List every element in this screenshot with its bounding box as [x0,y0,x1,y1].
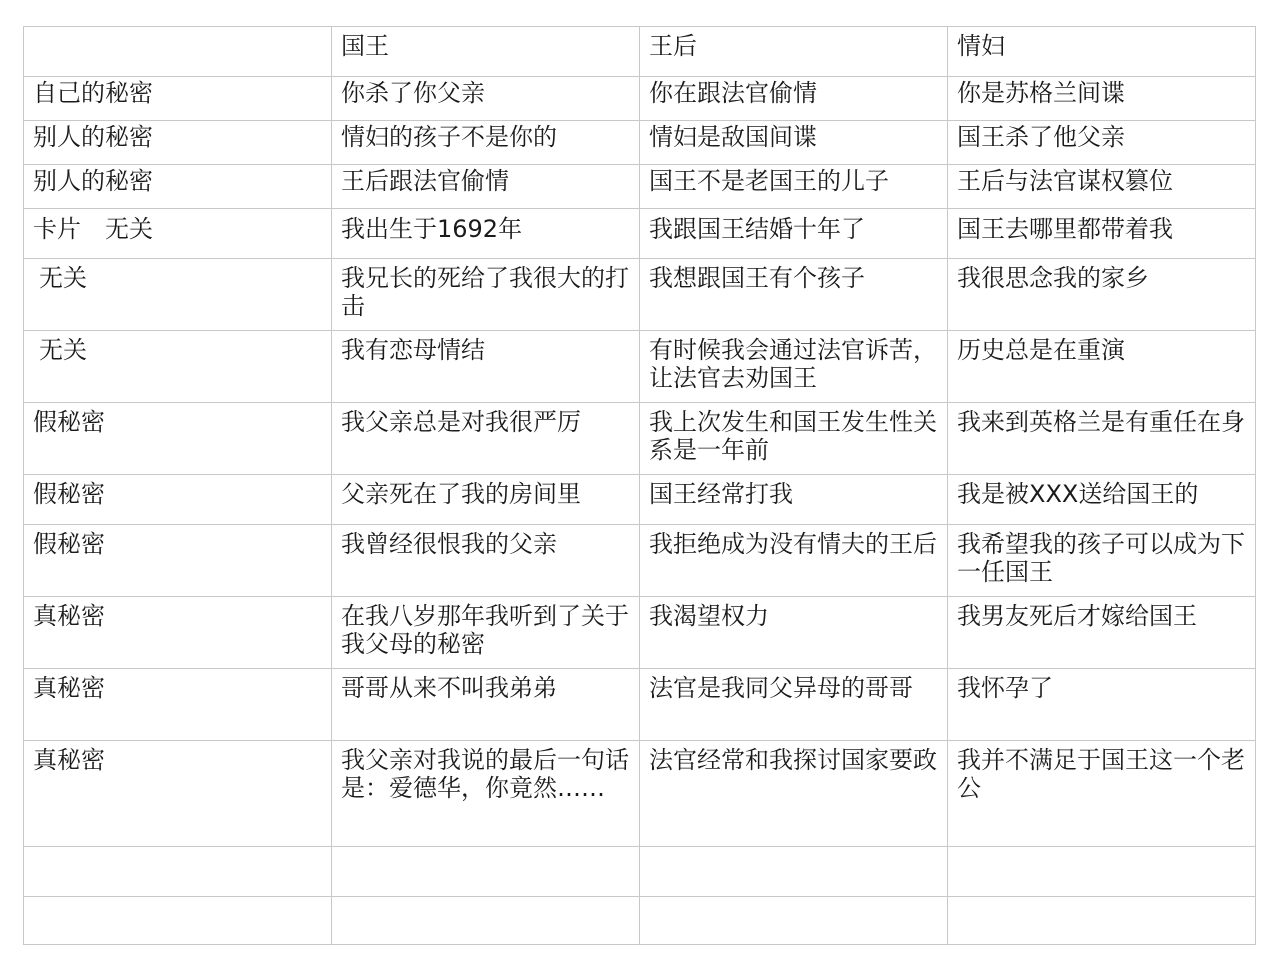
table-row [24,669,1256,741]
table-cell-empty [332,847,640,897]
row-label: 假秘密 [24,475,332,525]
table-cell: 历史总是在重演 [948,331,1256,403]
table-cell: 哥哥从来不叫我弟弟 [332,669,640,741]
table-cell: 在我八岁那年我听到了关于我父母的秘密 [332,597,640,669]
table-cell: 我怀孕了 [948,669,1256,741]
table-cell: 我来到英格兰是有重任在身 [948,403,1256,475]
table-row [24,331,1256,403]
table-cell: 你在跟法官偷情 [640,77,948,121]
table-cell: 你是苏格兰间谍 [948,77,1256,121]
table-row [24,165,1256,209]
table-row-empty [24,847,1256,897]
table-cell: 我父亲总是对我很严厉 [332,403,640,475]
table-cell: 国王杀了他父亲 [948,121,1256,165]
table-cell-empty [948,847,1256,897]
table-row [24,475,1256,525]
header-cell-blank [24,27,332,77]
table-cell-empty [948,897,1256,945]
table-row [24,77,1256,121]
row-label: 卡片 无关 [24,209,332,259]
table-cell: 国王不是老国王的儿子 [640,165,948,209]
table-cell: 我出生于1692年 [332,209,640,259]
table-cell: 我并不满足于国王这一个老公 [948,741,1256,847]
header-cell-mistress: 情妇 [948,27,1256,77]
table-row [24,121,1256,165]
table-cell: 国王去哪里都带着我 [948,209,1256,259]
table-cell: 我有恋母情结 [332,331,640,403]
table-cell: 我父亲对我说的最后一句话是：爱德华，你竟然…… [332,741,640,847]
row-label: 真秘密 [24,669,332,741]
table-cell-empty [640,897,948,945]
table-cell: 我是被XXX送给国王的 [948,475,1256,525]
table-cell: 情妇的孩子不是你的 [332,121,640,165]
row-label: 真秘密 [24,741,332,847]
row-label: 自己的秘密 [24,77,332,121]
table-cell: 有时候我会通过法官诉苦，让法官去劝国王 [640,331,948,403]
table-row [24,209,1256,259]
table-cell-empty [24,847,332,897]
table-cell: 我跟国王结婚十年了 [640,209,948,259]
row-label: 假秘密 [24,525,332,597]
table-cell: 王后与法官谋权篡位 [948,165,1256,209]
header-cell-king: 国王 [332,27,640,77]
table-cell: 我很思念我的家乡 [948,259,1256,331]
table-row [24,259,1256,331]
table-cell: 我男友死后才嫁给国王 [948,597,1256,669]
table-cell: 我希望我的孩子可以成为下一任国王 [948,525,1256,597]
table-cell: 王后跟法官偷情 [332,165,640,209]
row-label: 别人的秘密 [24,165,332,209]
table-cell: 法官是我同父异母的哥哥 [640,669,948,741]
table-row [24,403,1256,475]
table-row-empty [24,897,1256,945]
table-cell-empty [332,897,640,945]
row-label: 无关 [24,331,332,403]
table-cell: 你杀了你父亲 [332,77,640,121]
secrets-table [23,26,1256,945]
table-cell: 父亲死在了我的房间里 [332,475,640,525]
row-label: 真秘密 [24,597,332,669]
table-header-row [24,27,1256,77]
row-label: 别人的秘密 [24,121,332,165]
header-cell-queen: 王后 [640,27,948,77]
table-row [24,741,1256,847]
table-cell: 我曾经很恨我的父亲 [332,525,640,597]
table-row [24,525,1256,597]
table-cell: 国王经常打我 [640,475,948,525]
table-cell: 法官经常和我探讨国家要政 [640,741,948,847]
table-cell: 我想跟国王有个孩子 [640,259,948,331]
table-cell: 我渴望权力 [640,597,948,669]
table-cell: 我兄长的死给了我很大的打击 [332,259,640,331]
table-cell: 我上次发生和国王发生性关系是一年前 [640,403,948,475]
table-cell: 我拒绝成为没有情夫的王后 [640,525,948,597]
row-label: 假秘密 [24,403,332,475]
row-label: 无关 [24,259,332,331]
table-cell-empty [640,847,948,897]
table-cell-empty [24,897,332,945]
table-cell: 情妇是敌国间谍 [640,121,948,165]
table-row [24,597,1256,669]
